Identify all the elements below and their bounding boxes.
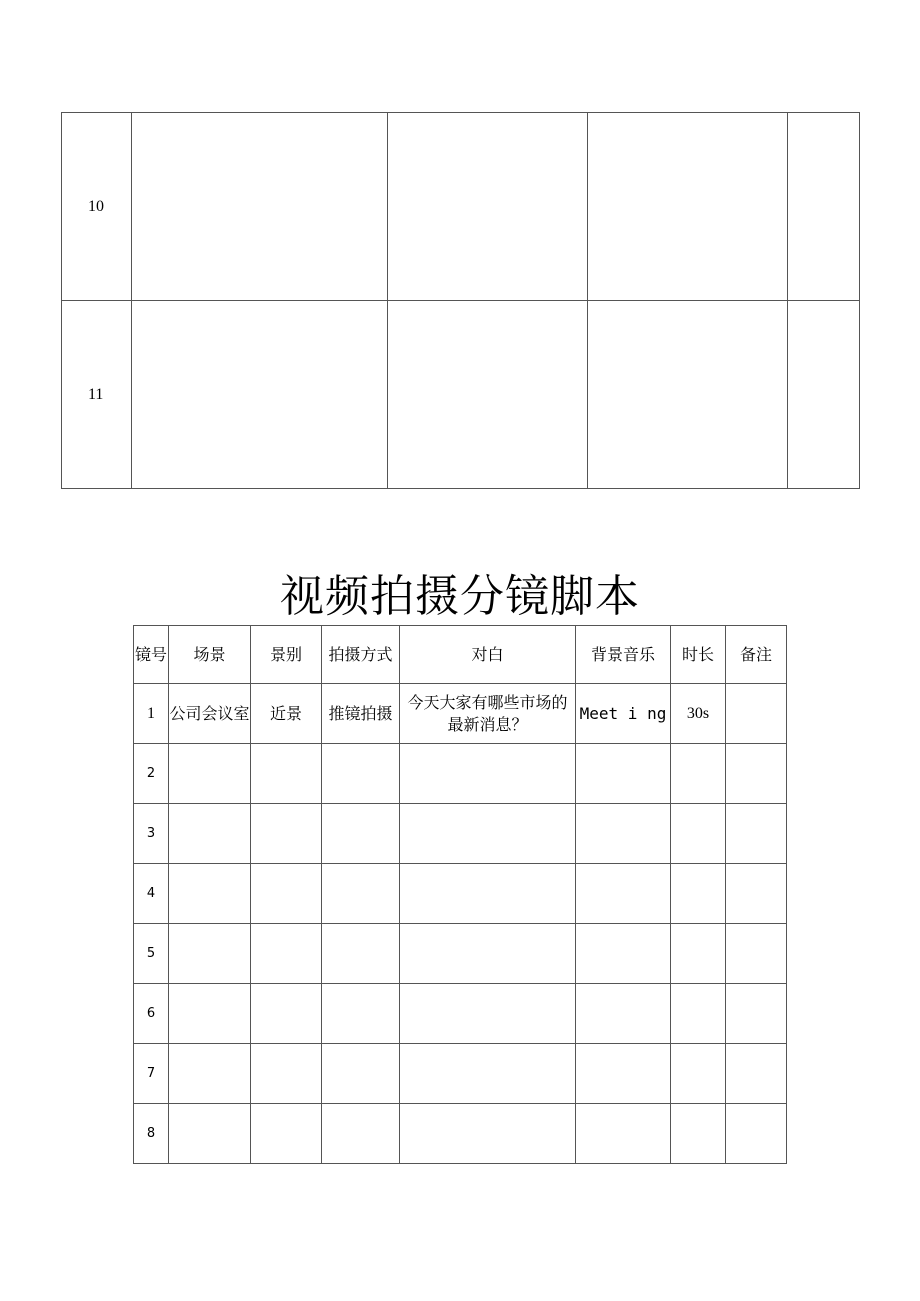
header-camera-method: 拍摄方式: [322, 626, 400, 684]
empty-cell: [576, 804, 671, 864]
empty-cell: [726, 744, 787, 804]
empty-cell: [726, 864, 787, 924]
empty-cell: [576, 1104, 671, 1164]
empty-cell: [169, 924, 251, 984]
table-row: [62, 301, 860, 489]
table-row: [134, 684, 787, 744]
empty-cell: [671, 924, 726, 984]
empty-cell: [576, 744, 671, 804]
empty-cell: [788, 301, 860, 489]
table-row: [62, 113, 860, 301]
empty-cell: [169, 1044, 251, 1104]
empty-cell: [726, 1104, 787, 1164]
shot-number: 3: [134, 804, 169, 864]
header-notes: 备注: [726, 626, 787, 684]
empty-cell: [671, 984, 726, 1044]
shot-number: 6: [134, 984, 169, 1044]
camera-method-cell: 推镜拍摄: [322, 684, 400, 744]
shot-number: 2: [134, 744, 169, 804]
table-row: [134, 864, 787, 924]
empty-cell: [400, 804, 576, 864]
table-row: [134, 1044, 787, 1104]
empty-cell: [169, 984, 251, 1044]
empty-cell: [400, 1104, 576, 1164]
shot-number: 4: [134, 864, 169, 924]
empty-cell: [169, 1104, 251, 1164]
empty-cell: [726, 804, 787, 864]
empty-cell: [671, 1044, 726, 1104]
empty-cell: [726, 984, 787, 1044]
empty-cell: [576, 984, 671, 1044]
notes-cell: [726, 684, 787, 744]
header-shot-size: 景别: [251, 626, 322, 684]
empty-cell: [400, 984, 576, 1044]
empty-cell: [671, 744, 726, 804]
shot-number: 5: [134, 924, 169, 984]
empty-cell: [322, 864, 400, 924]
empty-cell: [251, 984, 322, 1044]
header-duration: 时长: [671, 626, 726, 684]
empty-cell: [251, 744, 322, 804]
empty-cell: [322, 744, 400, 804]
empty-cell: [400, 744, 576, 804]
shot-size-cell: 近景: [251, 684, 322, 744]
empty-cell: [251, 1104, 322, 1164]
top-table: [61, 112, 860, 489]
dialogue-cell: 今天大家有哪些市场的最新消息？: [400, 684, 576, 744]
header-row: [134, 626, 787, 684]
bgm-cell: Meet i ng: [576, 684, 671, 744]
duration-cell: 30s: [671, 684, 726, 744]
shot-number: 1: [134, 684, 169, 744]
empty-cell: [788, 113, 860, 301]
shot-number: 7: [134, 1044, 169, 1104]
header-bgm: 背景音乐: [576, 626, 671, 684]
row-number: 11: [62, 301, 132, 489]
empty-cell: [322, 924, 400, 984]
empty-cell: [726, 924, 787, 984]
table-row: [134, 1104, 787, 1164]
empty-cell: [726, 1044, 787, 1104]
empty-cell: [671, 1104, 726, 1164]
empty-cell: [251, 864, 322, 924]
header-scene: 场景: [169, 626, 251, 684]
empty-cell: [576, 864, 671, 924]
empty-cell: [251, 924, 322, 984]
header-dialogue: 对白: [400, 626, 576, 684]
table-row: [134, 984, 787, 1044]
empty-cell: [322, 804, 400, 864]
table-row: [134, 804, 787, 864]
empty-cell: [400, 864, 576, 924]
empty-cell: [588, 113, 788, 301]
shot-number: 8: [134, 1104, 169, 1164]
storyboard-table: [133, 625, 787, 1164]
empty-cell: [388, 301, 588, 489]
empty-cell: [388, 113, 588, 301]
empty-cell: [251, 1044, 322, 1104]
row-number: 10: [62, 113, 132, 301]
empty-cell: [671, 864, 726, 924]
empty-cell: [169, 864, 251, 924]
empty-cell: [251, 804, 322, 864]
table-row: [134, 744, 787, 804]
empty-cell: [132, 113, 388, 301]
table-row: [134, 924, 787, 984]
page-title: 视频拍摄分镜脚本: [280, 571, 640, 622]
empty-cell: [322, 984, 400, 1044]
empty-cell: [322, 1044, 400, 1104]
header-shot-no: 镜号: [134, 626, 169, 684]
empty-cell: [169, 744, 251, 804]
scene-cell: 公司会议室: [169, 684, 251, 744]
empty-cell: [671, 804, 726, 864]
empty-cell: [132, 301, 388, 489]
empty-cell: [588, 301, 788, 489]
empty-cell: [576, 924, 671, 984]
empty-cell: [169, 804, 251, 864]
empty-cell: [576, 1044, 671, 1104]
empty-cell: [322, 1104, 400, 1164]
empty-cell: [400, 1044, 576, 1104]
empty-cell: [400, 924, 576, 984]
